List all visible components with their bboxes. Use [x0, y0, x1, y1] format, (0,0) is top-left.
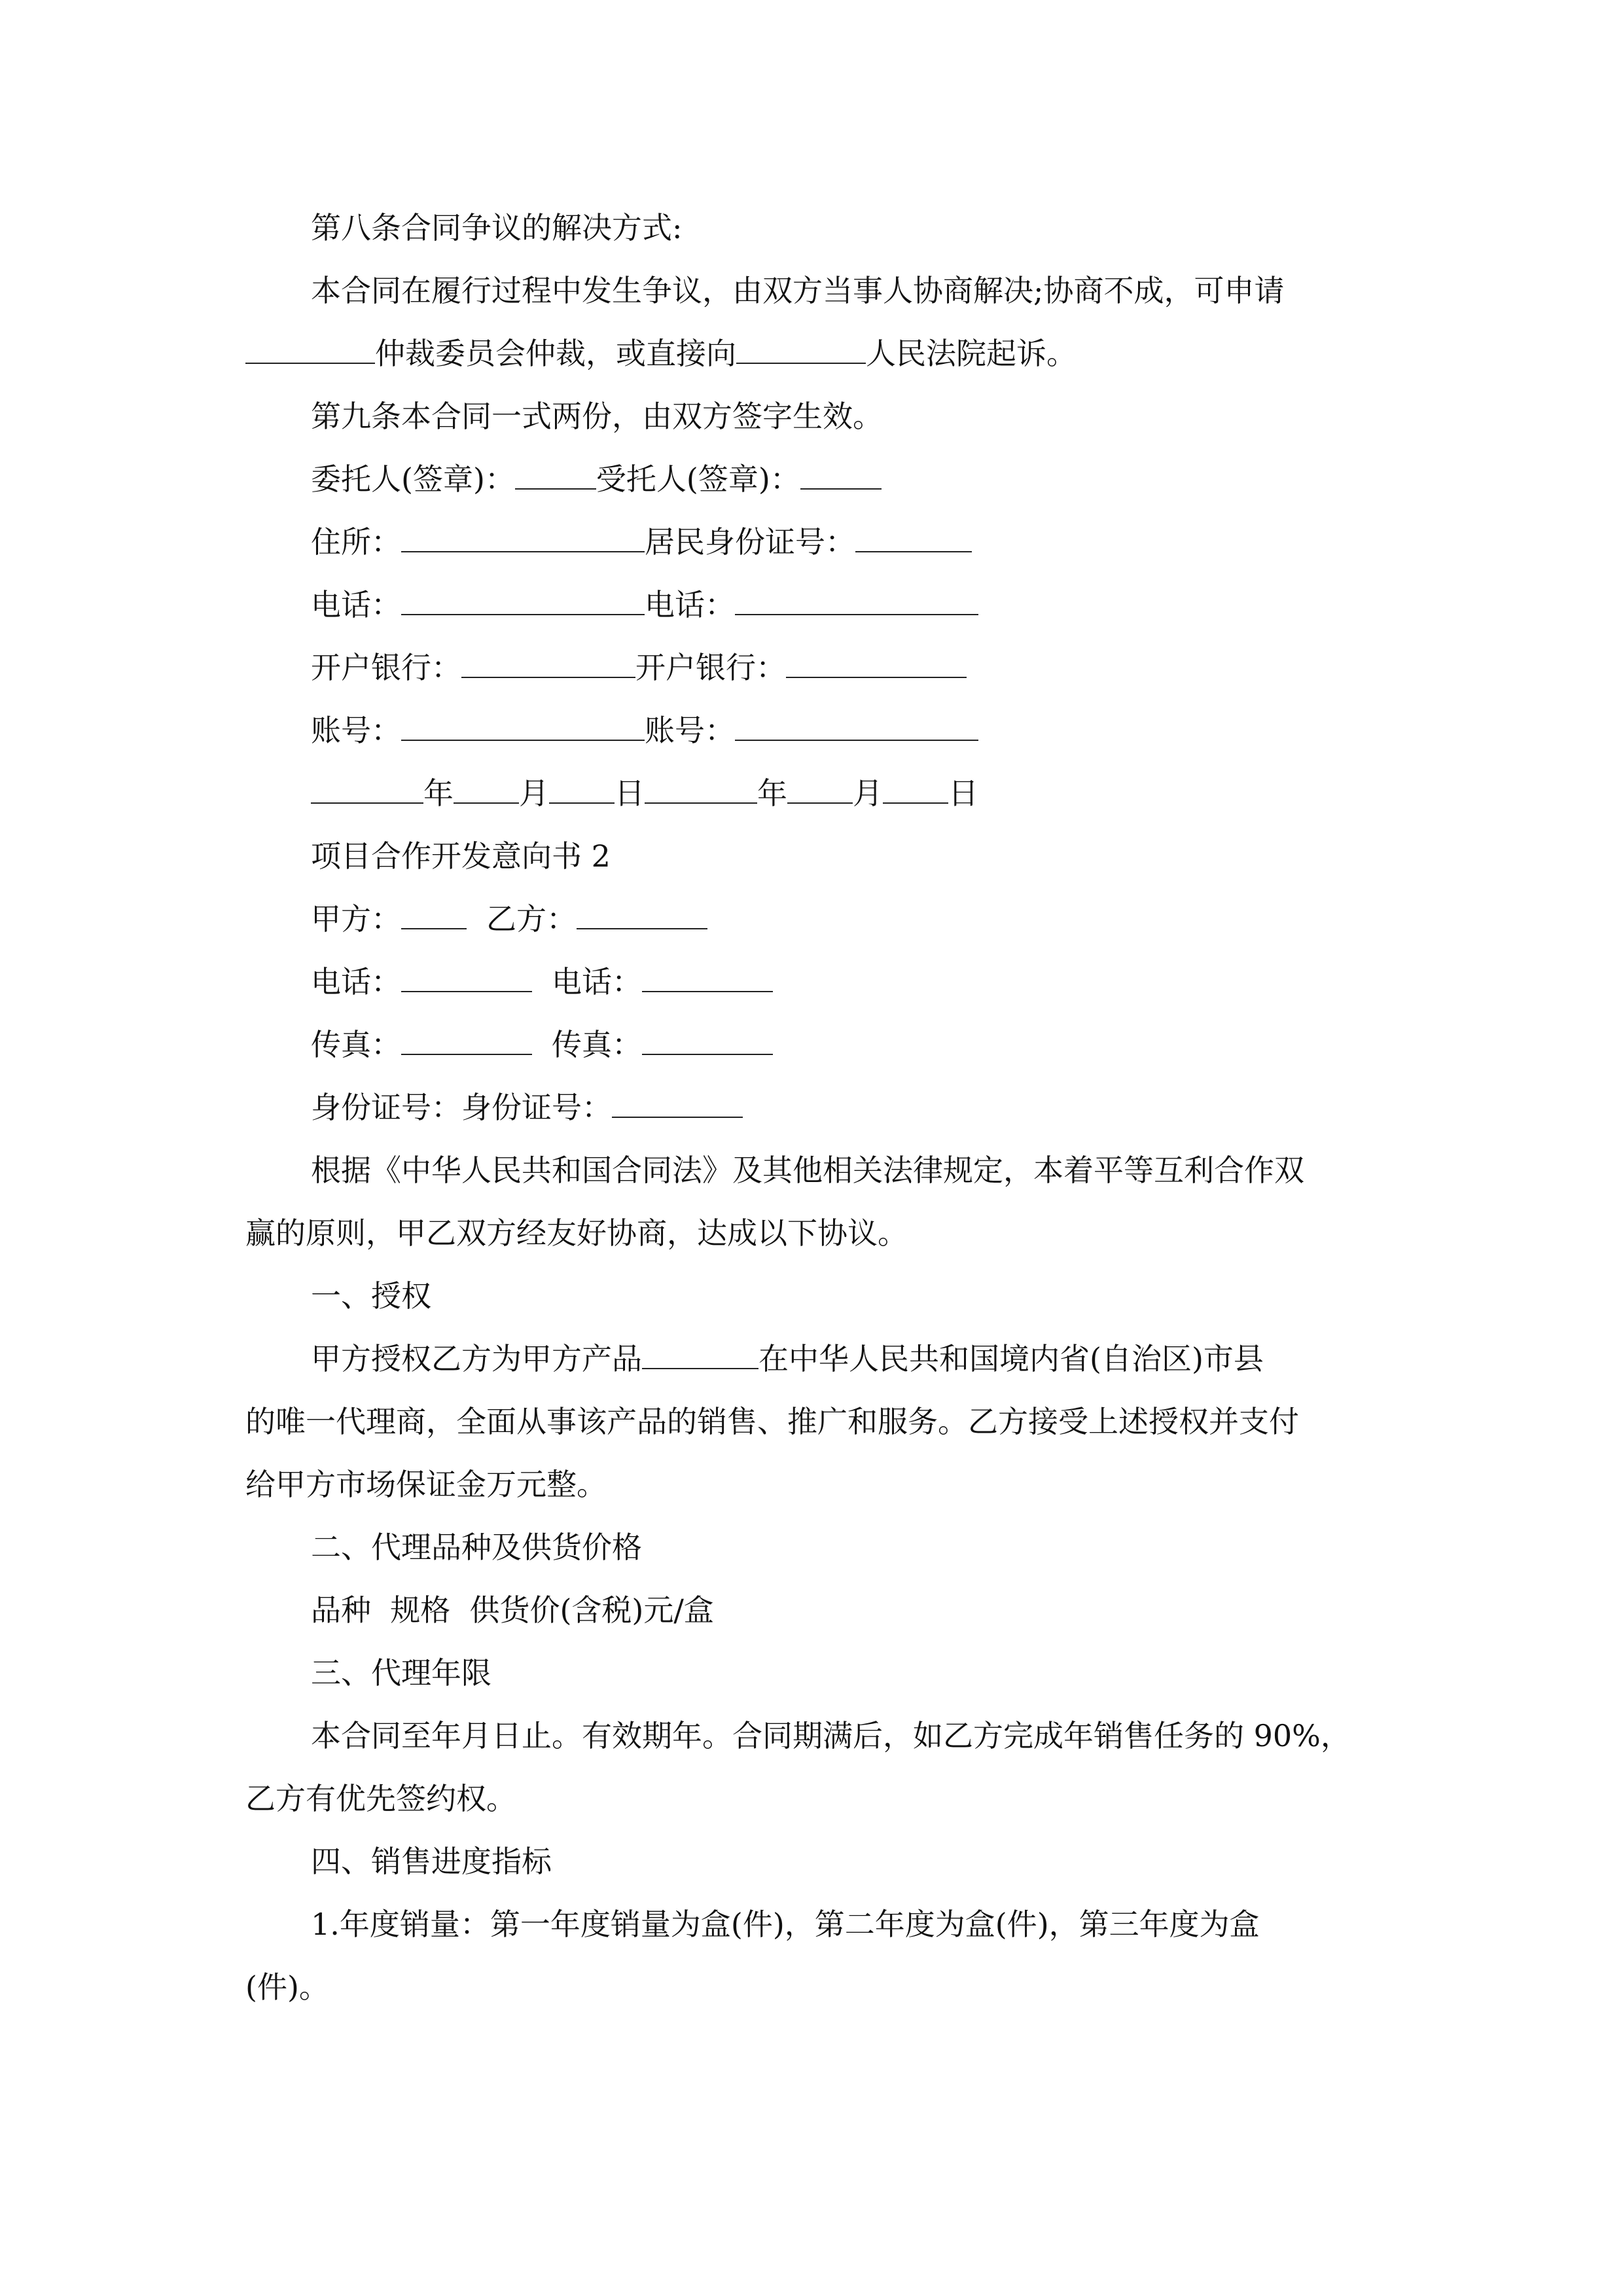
clause-1-line-1 — [311, 1339, 1423, 1378]
month-blank-2[interactable] — [787, 774, 853, 804]
text: (件)。 — [245, 1969, 329, 2005]
section-title — [311, 836, 1423, 876]
clause-2-body — [311, 1590, 1423, 1630]
bank-blank-1[interactable] — [461, 648, 635, 678]
clause-4-line-2 — [245, 1967, 1358, 2007]
preamble-line-1 — [311, 1151, 1423, 1190]
clause-4-line-1 — [311, 1905, 1423, 1944]
blank-court[interactable] — [736, 334, 866, 364]
account-label-1: 账号： — [311, 713, 401, 748]
bank-label-2: 开户银行： — [635, 650, 786, 685]
clause-3-line-2 — [245, 1779, 1358, 1818]
article-8-body-line-2 — [245, 334, 1358, 373]
party-phone-line — [311, 962, 1423, 1001]
month-label-1: 月 — [519, 776, 549, 811]
principal-signature-blank[interactable] — [515, 459, 596, 490]
party-b-phone-blank[interactable] — [642, 962, 773, 992]
text: 第八条合同争议的解决方式: — [311, 210, 683, 245]
phone-label-2: 电话： — [645, 587, 735, 622]
account-blank-2[interactable] — [735, 711, 978, 741]
id-number-label: 居民身份证号： — [645, 524, 855, 560]
text: 人民法院起诉。 — [866, 336, 1077, 371]
year-label-2: 年 — [757, 776, 787, 811]
party-a-phone-blank[interactable] — [401, 962, 532, 992]
principal-signature-label: 委托人(签章)： — [311, 461, 515, 497]
party-a-label: 甲方： — [311, 901, 401, 937]
blank-arbitration-commission[interactable] — [245, 334, 375, 364]
article-9 — [311, 397, 1423, 436]
clause-4-heading — [311, 1842, 1423, 1881]
day-blank-2[interactable] — [883, 774, 948, 804]
clause-3-heading — [311, 1653, 1423, 1693]
article-8-heading — [311, 208, 1423, 247]
article-8-body-line-1 — [311, 271, 1423, 310]
clause-2-heading — [311, 1528, 1423, 1567]
text: 根据《中华人民共和国合同法》及其他相关法律规定，本着平等互利合作双 — [311, 1153, 1304, 1188]
agent-signature-blank[interactable] — [800, 459, 882, 490]
clause-1-heading — [311, 1276, 1423, 1316]
day-blank-1[interactable] — [549, 774, 615, 804]
party-id-blank[interactable] — [612, 1088, 743, 1118]
address-blank[interactable] — [401, 522, 645, 552]
address-label: 住所： — [311, 524, 401, 560]
id-number-blank[interactable] — [855, 522, 972, 552]
text: 本合同至年月日止。有效期年。合同期满后，如乙方完成年销售任务的 90%， — [311, 1718, 1351, 1753]
bank-label-1: 开户银行： — [311, 650, 461, 685]
agent-signature-label: 受托人(签章)： — [596, 461, 800, 497]
text: 本合同在履行过程中发生争议，由双方当事人协商解决;协商不成，可申请 — [311, 273, 1285, 308]
party-b-label: 乙方： — [486, 901, 577, 937]
party-b-id-label: 身份证号： — [461, 1090, 612, 1125]
party-a-blank[interactable] — [401, 899, 467, 929]
party-b-phone-label: 电话： — [552, 964, 642, 999]
signature-line — [311, 459, 1423, 499]
year-label-1: 年 — [423, 776, 454, 811]
bank-blank-2[interactable] — [786, 648, 967, 678]
party-fax-line — [311, 1025, 1423, 1064]
text: 二、代理品种及供货价格 — [311, 1530, 642, 1565]
party-b-fax-label: 传真： — [552, 1027, 642, 1062]
text: 在中华人民共和国境内省(自治区)市县 — [758, 1341, 1264, 1376]
party-a-fax-label: 传真： — [311, 1027, 401, 1062]
party-a-fax-blank[interactable] — [401, 1025, 532, 1055]
text: 一、授权 — [311, 1278, 431, 1314]
bank-line — [311, 648, 1423, 687]
party-a-id-label: 身份证号： — [311, 1090, 461, 1125]
phone-label-1: 电话： — [311, 587, 401, 622]
party-id-line — [311, 1088, 1423, 1127]
text: 甲方授权乙方为甲方产品 — [311, 1341, 642, 1376]
text: 给甲方市场保证金万元整。 — [245, 1467, 607, 1502]
text: 品种 规格 供货价(含税)元/盒 — [311, 1592, 714, 1628]
text: 三、代理年限 — [311, 1655, 491, 1691]
text: 四、销售进度指标 — [311, 1844, 552, 1879]
product-blank[interactable] — [642, 1339, 758, 1369]
text: 1.年度销量：第一年度销量为盒(件)，第二年度为盒(件)，第三年度为盒 — [311, 1907, 1260, 1942]
clause-1-line-2 — [245, 1402, 1358, 1441]
party-a-phone-label: 电话： — [311, 964, 401, 999]
clause-3-line-1 — [311, 1716, 1423, 1755]
text: 第九条本合同一式两份，由双方签字生效。 — [311, 399, 883, 434]
account-line — [311, 711, 1423, 750]
month-label-2: 月 — [853, 776, 883, 811]
phone-blank-2[interactable] — [735, 585, 978, 615]
date-line — [311, 774, 1423, 813]
text: 的唯一代理商，全面从事该产品的销售、推广和服务。乙方接受上述授权并支付 — [245, 1404, 1299, 1439]
account-blank-1[interactable] — [401, 711, 645, 741]
parties-line — [311, 899, 1423, 939]
phone-line — [311, 585, 1423, 624]
party-b-blank[interactable] — [577, 899, 707, 929]
party-b-fax-blank[interactable] — [642, 1025, 773, 1055]
text: 乙方有优先签约权。 — [245, 1781, 516, 1816]
year-blank-2[interactable] — [645, 774, 757, 804]
month-blank-1[interactable] — [454, 774, 519, 804]
address-line — [311, 522, 1423, 562]
preamble-line-2 — [245, 1213, 1358, 1253]
phone-blank-1[interactable] — [401, 585, 645, 615]
day-label-1: 日 — [615, 776, 645, 811]
account-label-2: 账号： — [645, 713, 735, 748]
text: 赢的原则，甲乙双方经友好协商，达成以下协议。 — [245, 1215, 908, 1251]
clause-1-line-3 — [245, 1465, 1358, 1504]
text: 仲裁委员会仲裁，或直接向 — [375, 336, 736, 371]
year-blank-1[interactable] — [311, 774, 423, 804]
day-label-2: 日 — [948, 776, 978, 811]
text: 项目合作开发意向书 2 — [311, 838, 611, 874]
